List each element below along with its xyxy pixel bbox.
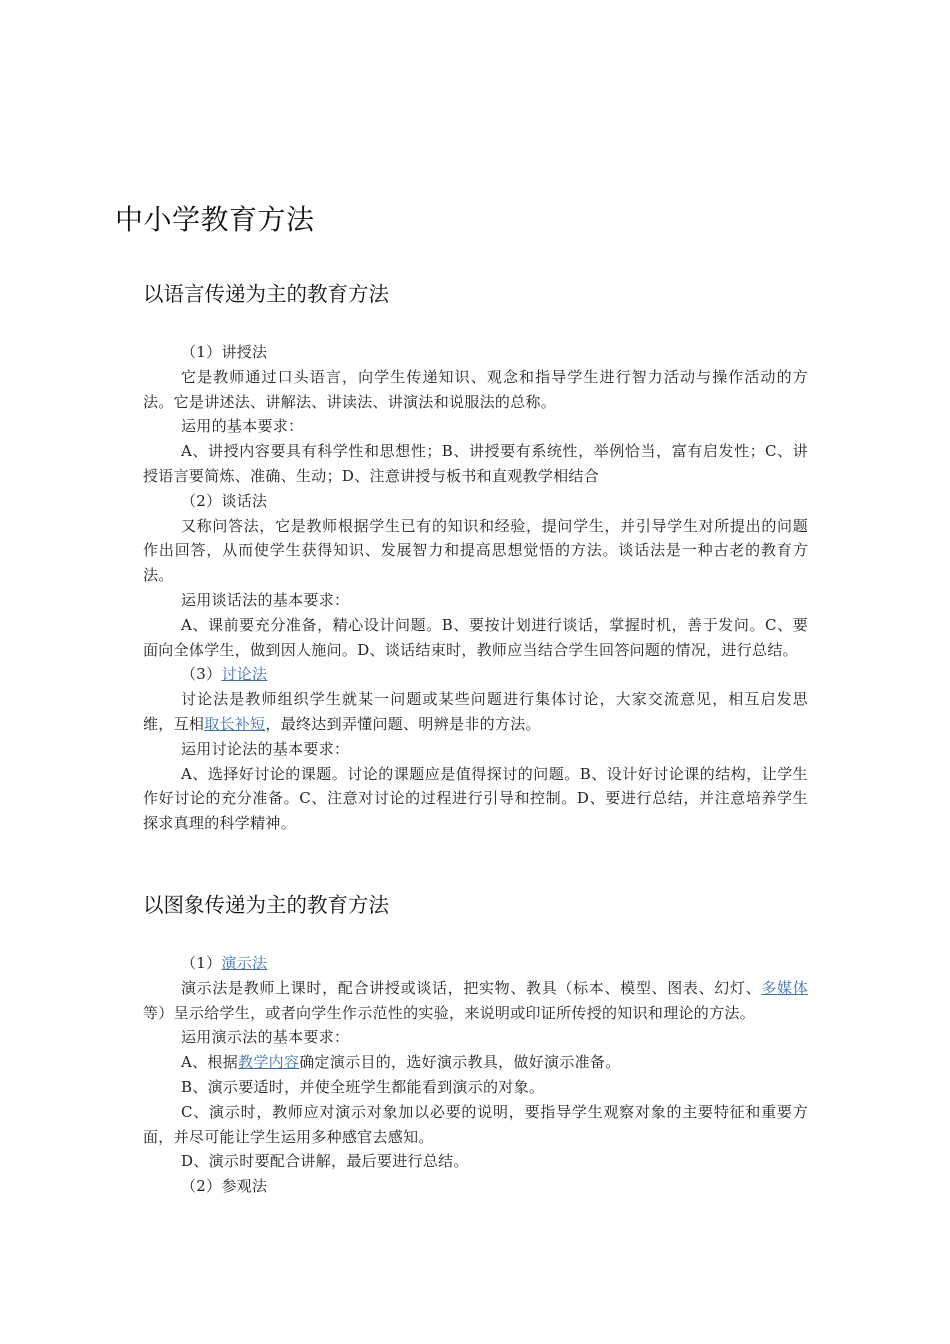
paragraph [143, 976, 808, 1026]
paragraph: C、演示时，教师应对演示对象加以必要的说明，要指导学生观察对象的主要特征和重要方面，并尽可能让学生运用多种感官去感知。 [143, 1102, 808, 1146]
text-segment: ，最终达到弄懂问题、明辨是非的方法。 [265, 714, 541, 733]
method-label [143, 662, 808, 687]
label-prefix: （1） [181, 954, 222, 972]
text-segment: 演示法是教师上课时，配合讲授或谈话，把实物、教具（标本、模型、图表、幻灯、 [181, 978, 762, 997]
paragraph: A、选择好讨论的课题。讨论的课题应是值得探讨的问题。B、设计好讨论课的结构，让学生作好讨论的充分准备。C、注意对讨论的过程进行引导和控制。D、要进行总结，并注意培养学生探求真理的科学精神。 [143, 764, 808, 833]
paragraph: A、课前要充分准备，精心设计问题。B、要按计划进行谈话，掌握时机，善于发问。C、要面向全体学生，做到因人施问。D、谈话结束时，教师应当结合学生回答问题的情况，进行总结。 [143, 615, 808, 659]
qu-chang-bu-duan-link[interactable]: 取长补短 [204, 714, 266, 733]
method-label: （1）讲授法 [181, 343, 268, 361]
paragraph: 运用演示法的基本要求： [181, 1028, 350, 1047]
paragraph: D、演示时要配合讲解，最后要进行总结。 [181, 1152, 469, 1171]
paragraph: 又称问答法，它是教师根据学生已有的知识和经验，提问学生，并引导学生对所提出的问题作出回答，从而使学生获得知识、发展智力和提高思想觉悟的方法。谈话法是一种古老的教育方法。 [143, 516, 808, 585]
multimedia-link[interactable]: 多媒体 [761, 978, 808, 997]
text-segment: 确定演示目的，选好演示教具，做好演示准备。 [299, 1053, 621, 1072]
method-label: （2）谈话法 [181, 491, 268, 510]
label-prefix: （3） [181, 665, 222, 684]
teaching-content-link[interactable]: 教学内容 [238, 1053, 300, 1072]
paragraph: 运用谈话法的基本要求： [181, 590, 350, 609]
paragraph [143, 687, 808, 737]
paragraph: A、讲授内容要具有科学性和思想性；B、讲授要有系统性，举例恰当，富有启发性；C、讲授语言要简炼、准确、生动；D、注意讲授与板书和直观教学相结合 [143, 442, 808, 485]
demonstration-method-link[interactable]: 演示法 [221, 954, 268, 972]
section-heading: 以图象传递为主的教育方法 [143, 893, 389, 917]
discussion-method-link[interactable]: 讨论法 [221, 665, 268, 684]
page-title: 中小学教育方法 [115, 203, 315, 236]
section-heading: 以语言传递为主的教育方法 [143, 282, 389, 306]
paragraph: 运用讨论法的基本要求： [181, 739, 350, 758]
paragraph: 它是教师通过口头语言，向学生传递知识、观念和指导学生进行智力活动与操作活动的方法。它是讲述法、讲解法、讲读法、讲演法和说服法的总称。 [143, 367, 808, 411]
text-segment: 讨论法是教师组织学生就某一问题或某些问题进行集体讨论，大家交流意见，相互启发思维，互相 [143, 690, 808, 733]
text-segment: 等）呈示给学生，或者向学生作示范性的实验，来说明或印证所传授的知识和理论的方法。 [143, 1003, 756, 1022]
section-image-methods [143, 890, 808, 1199]
text-segment: A、根据 [181, 1053, 239, 1072]
method-label: （2）参观法 [181, 1177, 268, 1196]
method-label [143, 951, 808, 976]
section-language-methods [143, 279, 808, 836]
paragraph [143, 1050, 808, 1075]
paragraph: 运用的基本要求： [181, 417, 304, 436]
paragraph: B、演示要适时，并使全班学生都能看到演示的对象。 [181, 1077, 545, 1096]
